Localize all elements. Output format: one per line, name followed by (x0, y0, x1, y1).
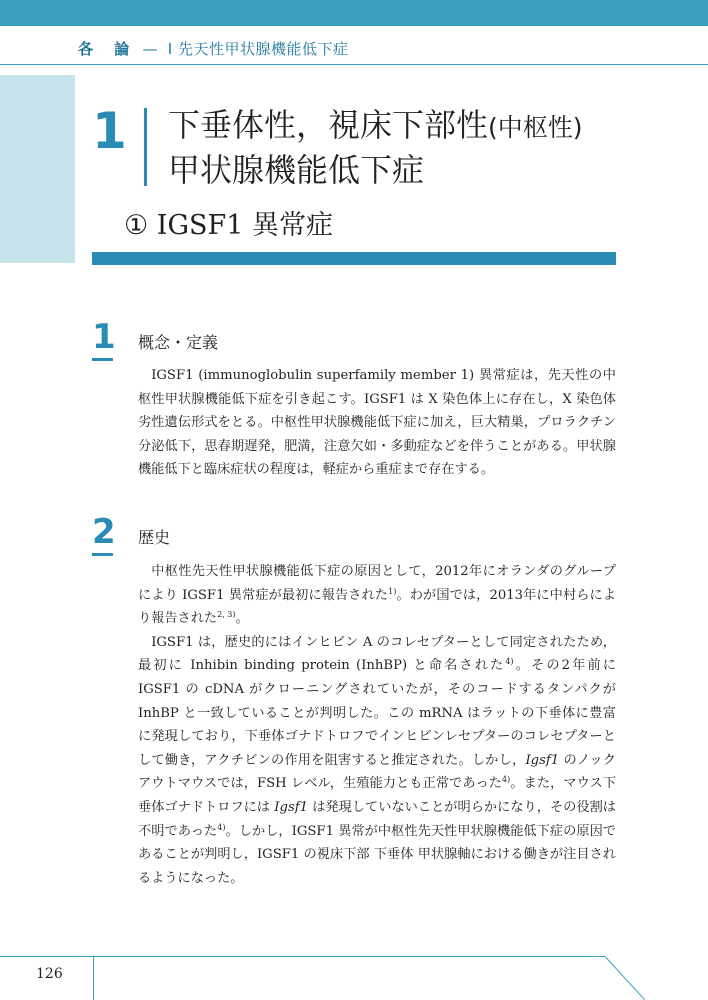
reference-mark: 4) (502, 775, 511, 785)
header-part-title: I 先天性甲状腺機能低下症 (167, 40, 349, 58)
header-section-label: 各 論 (78, 40, 138, 58)
section-1-paragraph: IGSF1 (immunoglobulin superfamily member 1) 異常症は，先天性の中枢性甲状腺機能低下症を引き起こす。IGSF1 は X 染色体上に存在し，X 染色体劣性遺伝形式をとる。中枢性甲状腺機能低下症に加え，巨大精巣，プロラクチン分泌低下，思春期遅発，肥満，注意欠如・多動症などを伴うことがある。甲状腺機能低下と臨床症状の程度は，軽症から重症まで存在する。 (138, 368, 616, 478)
chapter-title-line2: 甲状腺機能低下症 (168, 151, 425, 189)
section-2-paragraph-1 (138, 560, 616, 631)
chapter-number: 1 (92, 102, 127, 160)
chapter-title-paren: (中枢性) (488, 113, 583, 142)
footer-rule (0, 956, 605, 957)
sidebar-color-block (0, 75, 75, 263)
footer-divider (93, 956, 94, 1000)
text-run: 。わが国では，2013年に中村らにより報告された (138, 587, 617, 627)
text-run: 。また，マウス下垂体ゴナドトロフには (138, 776, 617, 815)
text-run: 。その2年前に IGSF1 の cDNA がクローニングされていたが，そのコードするタンパクが InhBP と一致していることが判明した。この mRNA はラットの下垂体に豊富に発現しており，下垂体ゴナドトロフでインヒビンレセプターのコレセプターとして働き，アクチビンの作用を阻害すると推定された。しかし， (138, 658, 616, 768)
chapter-title (168, 104, 583, 191)
chapter-title-line1 (168, 104, 583, 149)
title-rule (92, 252, 616, 265)
text-run: 。しかし，IGSF1 異常が中枢性先天性甲状腺機能低下症の原因であることが判明し，IGSF1 の視床下部 下垂体 甲状腺軸における働きが注目されるようになった。 (138, 823, 616, 886)
text-run: のノックアウトマウスでは，FSH レベル，生殖能力とも正常であった (138, 752, 616, 792)
section-1-number: 1 (92, 317, 116, 357)
chapter-divider-bar (144, 108, 147, 186)
text-run: は発現していないことが明らかになり，その役割は不明であった (138, 799, 616, 839)
chapter-subtitle: ① IGSF1 異常症 (124, 210, 334, 241)
header-rule (0, 64, 708, 65)
chapter-title-main: 下垂体性，視床下部性 (168, 106, 489, 144)
footer-corner-line (605, 956, 645, 1000)
section-2-paragraph-2 (138, 631, 616, 891)
reference-mark: 2, 3) (217, 610, 236, 620)
section-2-body (138, 560, 616, 890)
text-run: 。 (235, 611, 249, 627)
section-2-number: 2 (92, 512, 116, 552)
reference-mark: 4) (217, 822, 226, 832)
section-1-underline (92, 358, 113, 361)
running-header (78, 38, 349, 59)
text-run: IGSF1 は，歴史的にはインヒビン A のコレセプターとして同定されたため，最初に Inhibin binding protein (InhBP) と命名された (138, 634, 616, 674)
section-2-title: 歴史 (138, 528, 171, 547)
header-dash: — (142, 40, 157, 58)
reference-mark: 1) (388, 586, 397, 596)
section-1-title: 概念・定義 (138, 333, 219, 352)
top-color-band (0, 0, 708, 26)
text-run: 中枢性先天性甲状腺機能低下症の原因として，2012年にオランダのグループにより IGSF1 異常症が最初に報告された (138, 564, 616, 603)
gene-name: Igsf1 (525, 752, 560, 768)
section-2-underline (92, 553, 113, 556)
page-number: 126 (36, 966, 63, 982)
gene-name: Igsf1 (274, 799, 308, 815)
reference-mark: 4) (505, 657, 514, 667)
